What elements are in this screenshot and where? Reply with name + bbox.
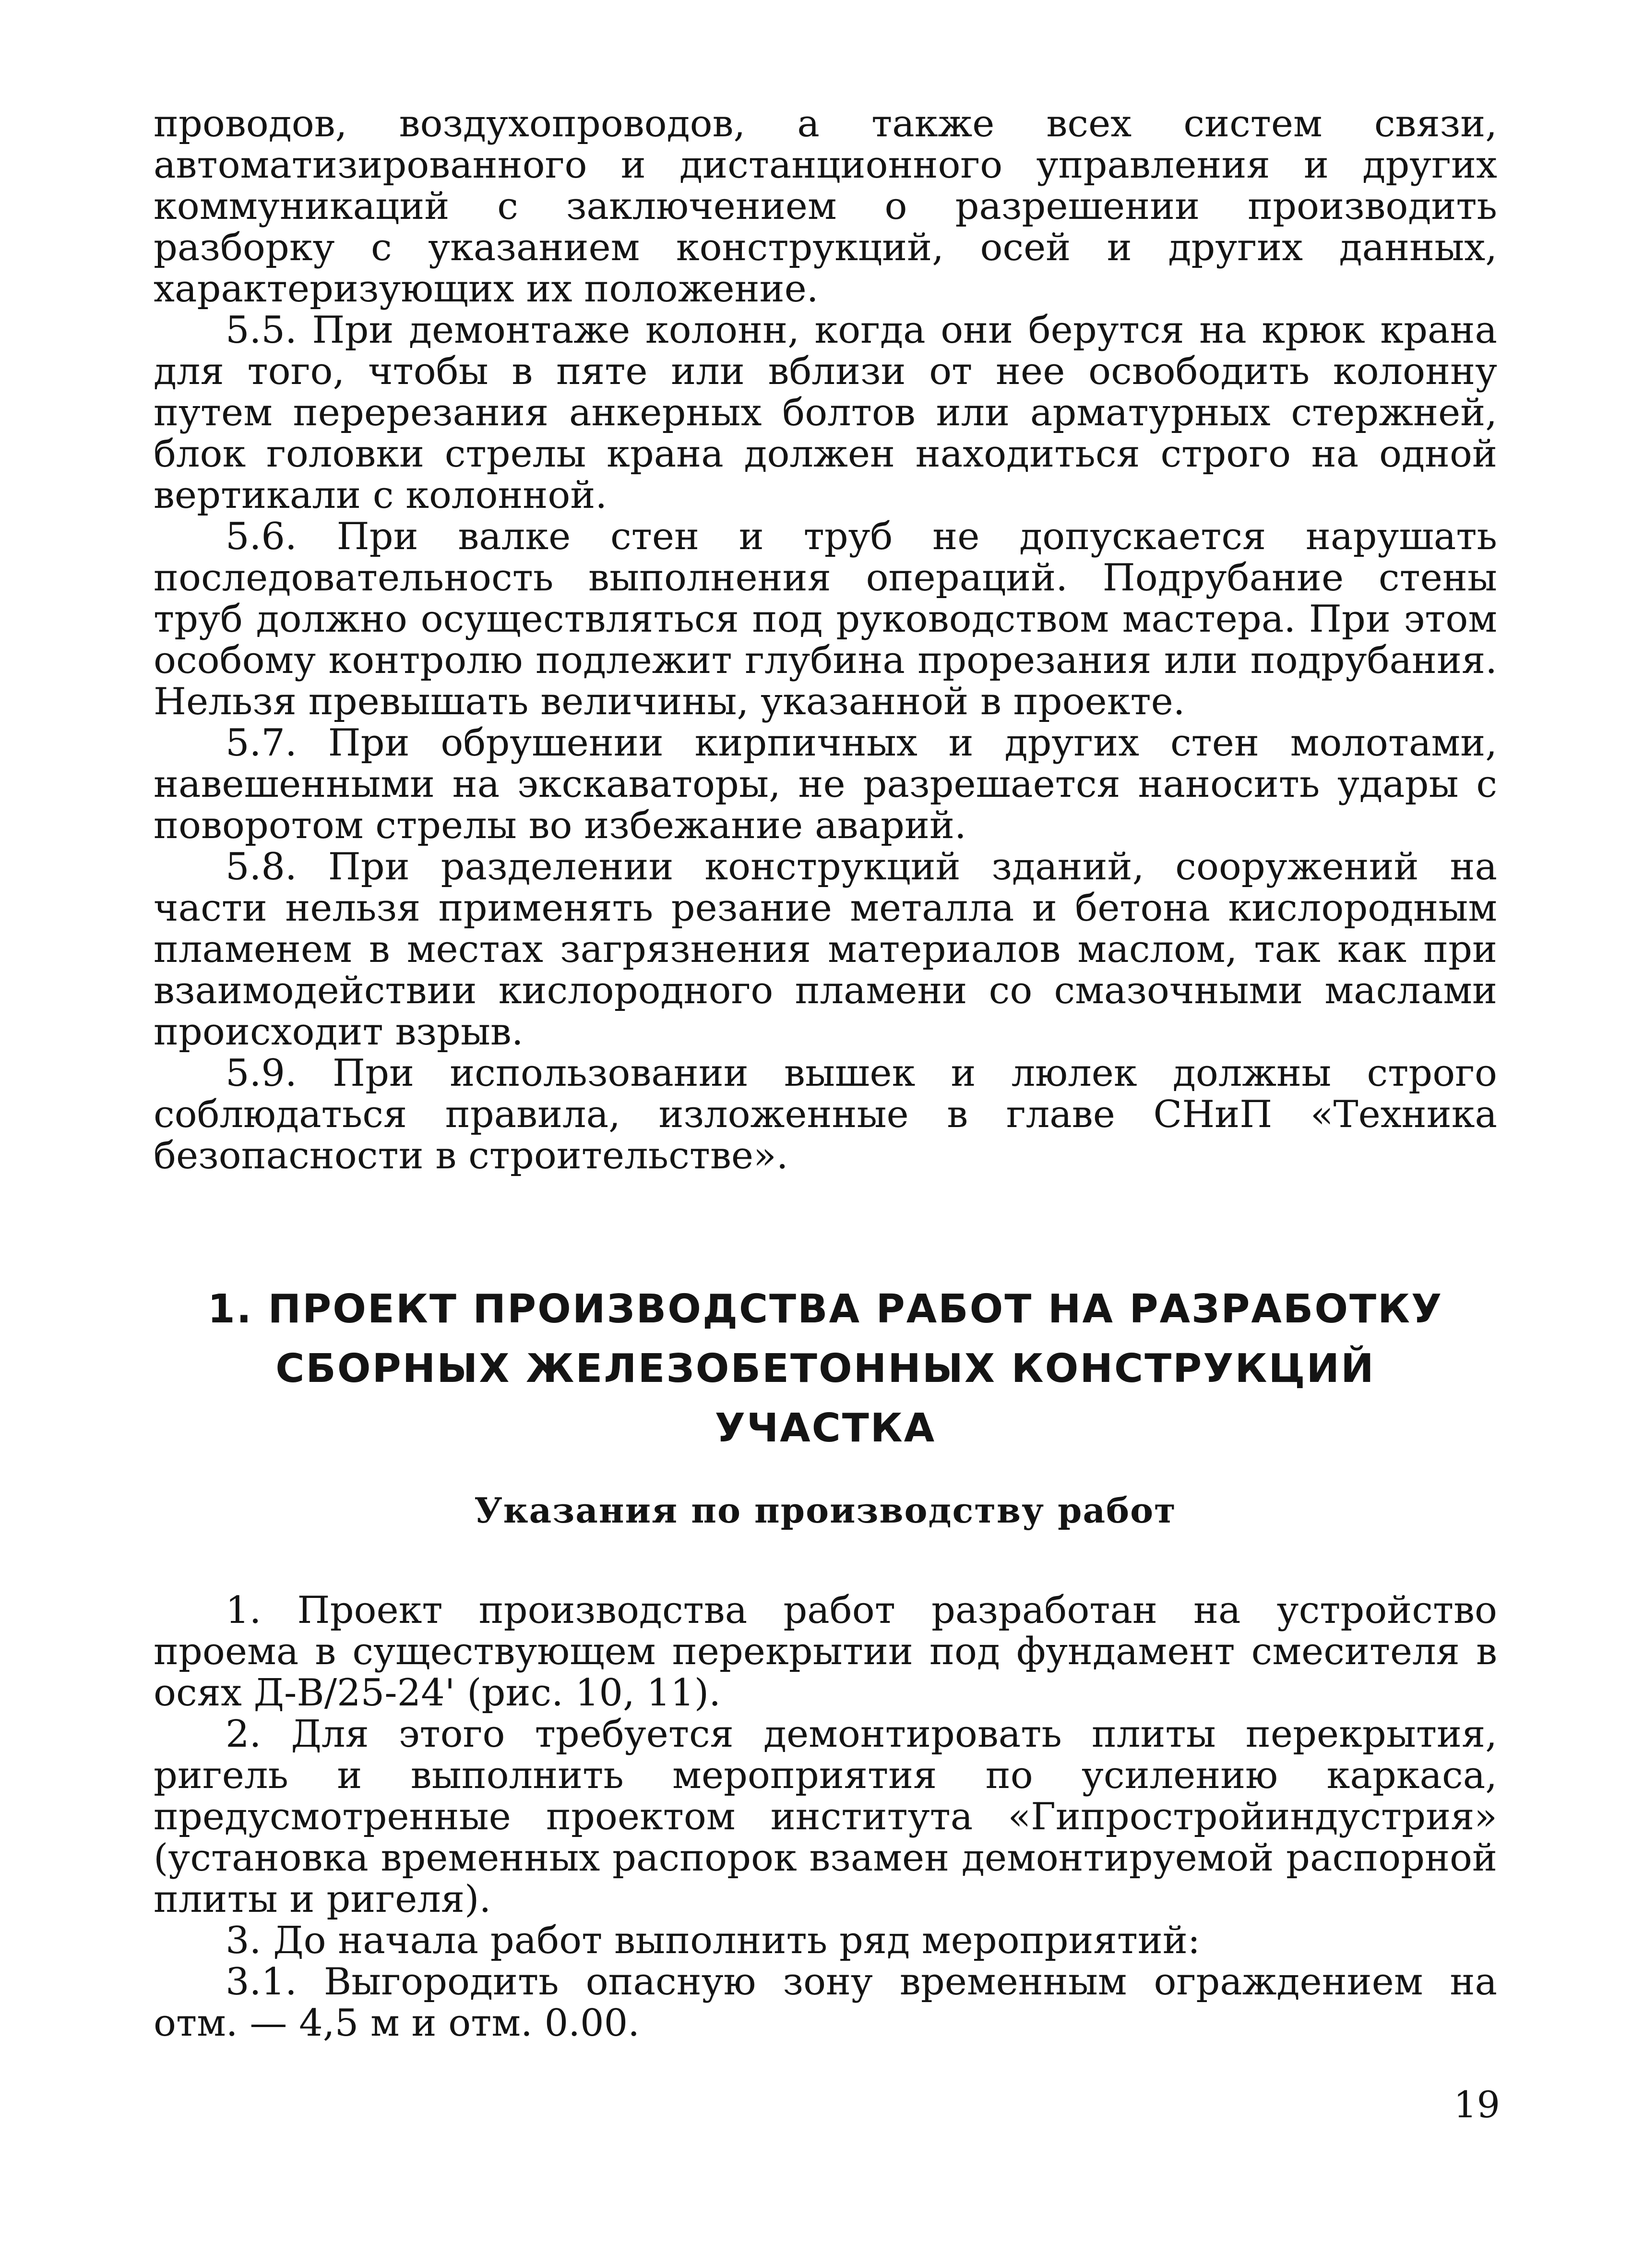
- paragraph-5-7: 5.7. При обрушении кирпичных и других стен молотами, навешенными на экскаваторы, не разрешается наносить удары с поворотом стрелы во избежание аварий.: [154, 721, 1497, 847]
- paragraph-5-6: 5.6. При валке стен и труб не допускается нарушать последовательность выполнения операций. Подрубание стены труб должно осуществляться под руководством мастера. При этом особому контролю подлежит глубина прорезания или подрубания. Нельзя превышать величины, указанной в проекте.: [154, 515, 1497, 723]
- paragraph-5-9: 5.9. При использовании вышек и люлек должны строго соблюдаться правила, изложенные в главе СНиП «Техника безопасности в строительстве».: [154, 1052, 1497, 1177]
- paragraph-continuation: проводов, воздухопроводов, а также всех систем связи, автоматизированного и дистанционного управления и других коммуникаций с заключением о разрешении производить разборку с указанием конструкций, осей и других данных, характеризующих их положение.: [154, 102, 1497, 311]
- document-page: [154, 103, 1497, 2044]
- paragraph-item-1: 1. Проект производства работ разработан на устройство проема в существующем перекрытии под фундамент смесителя в осях Д-В/25-24' (рис. 10, 11).: [154, 1589, 1497, 1715]
- section-heading-line-2: СБОРНЫХ ЖЕЛЕЗОБЕТОННЫХ КОНСТРУКЦИЙ: [275, 1346, 1375, 1392]
- paragraph-item-3-1: 3.1. Выгородить опасную зону временным ограждением на отм. — 4,5 м и отм. 0.00.: [154, 1960, 1497, 2045]
- paragraph-5-8: 5.8. При разделении конструкций зданий, сооружений на части нельзя применять резание металла и бетона кислородным пламенем в местах загрязнения материалов маслом, так как при взаимодействии кислородного пламени со смазочными маслами происходит взрыв.: [154, 845, 1497, 1054]
- subheading: Указания по производству работ: [474, 1490, 1177, 1531]
- page-number: 19: [1453, 2083, 1500, 2126]
- section-heading: [154, 1280, 1497, 1458]
- section-heading-line-1: 1. ПРОЕКТ ПРОИЗВОДСТВА РАБОТ НА РАЗРАБОТКУ: [207, 1286, 1443, 1332]
- paragraph-item-2: 2. Для этого требуется демонтировать плиты перекрытия, ригель и выполнить мероприятия по усилению каркаса, предусмотренные проектом института «Гипростройиндустрия» (установка временных распорок взамен демонтируемой распорной плиты и ригеля).: [154, 1713, 1497, 1921]
- section-heading-line-3: УЧАСТКА: [715, 1405, 936, 1451]
- paragraph-5-5: 5.5. При демонтаже колонн, когда они берутся на крюк крана для того, чтобы в пяте или вблизи от нее освободить колонну путем перерезания анкерных болтов или арматурных стержней, блок головки стрелы крана должен находиться строго на одной вертикали с колонной.: [154, 309, 1497, 517]
- paragraph-item-3: 3. До начала работ выполнить ряд мероприятий:: [226, 1919, 1201, 1962]
